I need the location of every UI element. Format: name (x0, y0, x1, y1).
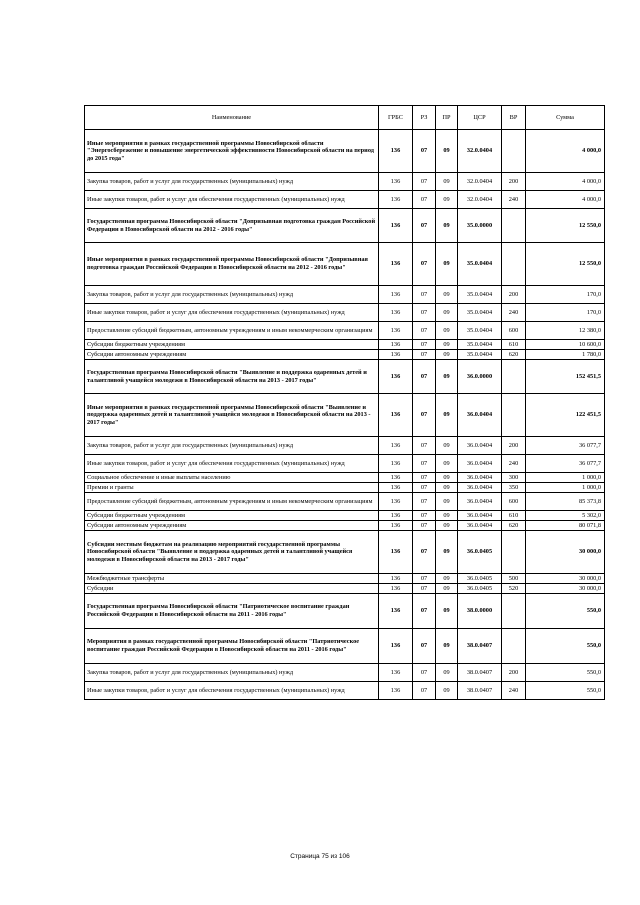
cell-csr: 38.0.0407 (458, 682, 502, 700)
cell-csr: 38.0.0407 (458, 629, 502, 664)
cell-name: Премии и гранты (85, 483, 379, 493)
cell-pr: 09 (436, 594, 458, 629)
cell-csr: 36.0.0405 (458, 531, 502, 574)
cell-name: Государственная программа Новосибирской области "Патриотическое воспитание граждан Российской Федерации в Новосибирской области на 2011 - 2016 годы" (85, 594, 379, 629)
table-row (85, 394, 605, 437)
cell-name: Закупка товаров, работ и услуг для государственных (муниципальных) нужд (85, 664, 379, 682)
cell-grbs: 136 (379, 360, 413, 394)
cell-sum: 1 000,0 (526, 483, 605, 493)
cell-name: Закупка товаров, работ и услуг для государственных (муниципальных) нужд (85, 437, 379, 455)
cell-csr: 36.0.0404 (458, 455, 502, 473)
table-row (85, 584, 605, 594)
cell-name: Иные закупки товаров, работ и услуг для обеспечения государственных (муниципальных) нужд (85, 455, 379, 473)
cell-name: Социальное обеспечение и иные выплаты населению (85, 473, 379, 483)
cell-csr: 38.0.0000 (458, 594, 502, 629)
cell-sum: 4 000,0 (526, 130, 605, 173)
cell-grbs: 136 (379, 664, 413, 682)
table-row (85, 531, 605, 574)
cell-sum: 170,0 (526, 286, 605, 304)
page-footer: Страница 75 из 106 (290, 853, 350, 860)
cell-grbs: 136 (379, 574, 413, 584)
cell-pr: 09 (436, 209, 458, 243)
cell-rz: 07 (413, 511, 436, 521)
cell-vr: 200 (502, 437, 526, 455)
cell-name: Иные мероприятия в рамках государственной программы Новосибирской области "Выявление и поддержка одаренных детей и талантливой учащейся молодежи в Новосибирской области на 2013 - 2017 годы" (85, 394, 379, 437)
cell-name: Иные закупки товаров, работ и услуг для обеспечения государственных (муниципальных) нужд (85, 682, 379, 700)
cell-csr: 36.0.0404 (458, 437, 502, 455)
cell-name: Иные мероприятия в рамках государственной программы Новосибирской области "Допризывная подготовка граждан Российской Федерации в Новосибирской области на 2012 - 2016 годы" (85, 243, 379, 286)
cell-rz: 07 (413, 130, 436, 173)
header-name: Наименование (85, 106, 379, 130)
cell-vr: 620 (502, 521, 526, 531)
table-row (85, 511, 605, 521)
table-row (85, 130, 605, 173)
header-vr: ВР (502, 106, 526, 130)
cell-name: Субсидии бюджетным учреждениям (85, 340, 379, 350)
cell-grbs: 136 (379, 473, 413, 483)
cell-grbs: 136 (379, 191, 413, 209)
cell-pr: 09 (436, 243, 458, 286)
cell-name: Государственная программа Новосибирской области "Допризывная подготовка граждан Российской Федерации в Новосибирской области на 2012 - 2016 годы" (85, 209, 379, 243)
cell-name: Субсидии местным бюджетам на реализацию мероприятий государственной программы Новосибирской области "Выявление и поддержка одаренных детей и талантливой учащейся молодежи в Новосибирской области на 2013 - 2017 годы" (85, 531, 379, 574)
cell-rz: 07 (413, 629, 436, 664)
cell-pr: 09 (436, 455, 458, 473)
cell-csr: 35.0.0404 (458, 243, 502, 286)
cell-vr: 620 (502, 350, 526, 360)
cell-csr: 38.0.0407 (458, 664, 502, 682)
cell-csr: 36.0.0405 (458, 574, 502, 584)
cell-rz: 07 (413, 531, 436, 574)
cell-pr: 09 (436, 340, 458, 350)
cell-name: Субсидии (85, 584, 379, 594)
cell-grbs: 136 (379, 350, 413, 360)
table-row (85, 360, 605, 394)
table-row (85, 243, 605, 286)
table-row (85, 594, 605, 629)
cell-name: Субсидии бюджетным учреждениям (85, 511, 379, 521)
cell-sum: 80 071,8 (526, 521, 605, 531)
cell-grbs: 136 (379, 584, 413, 594)
cell-rz: 07 (413, 350, 436, 360)
cell-grbs: 136 (379, 340, 413, 350)
cell-vr (502, 360, 526, 394)
cell-vr: 240 (502, 682, 526, 700)
table-row (85, 455, 605, 473)
cell-csr: 35.0.0404 (458, 350, 502, 360)
cell-pr: 09 (436, 322, 458, 340)
cell-pr: 09 (436, 682, 458, 700)
table-row (85, 483, 605, 493)
cell-sum: 152 451,5 (526, 360, 605, 394)
table-row (85, 304, 605, 322)
cell-vr: 520 (502, 584, 526, 594)
cell-pr: 09 (436, 521, 458, 531)
cell-pr: 09 (436, 304, 458, 322)
table-row (85, 521, 605, 531)
cell-vr: 610 (502, 340, 526, 350)
cell-name: Предоставление субсидий бюджетным, автономным учреждениям и иным некоммерческим организациям (85, 493, 379, 511)
cell-grbs: 136 (379, 304, 413, 322)
cell-sum: 36 077,7 (526, 437, 605, 455)
cell-grbs: 136 (379, 531, 413, 574)
cell-sum: 30 000,0 (526, 574, 605, 584)
cell-pr: 09 (436, 286, 458, 304)
cell-rz: 07 (413, 286, 436, 304)
cell-vr: 200 (502, 173, 526, 191)
cell-vr (502, 594, 526, 629)
cell-sum: 12 550,0 (526, 243, 605, 286)
cell-sum: 30 000,0 (526, 584, 605, 594)
table-body (85, 130, 605, 700)
cell-name: Закупка товаров, работ и услуг для государственных (муниципальных) нужд (85, 173, 379, 191)
cell-pr: 09 (436, 394, 458, 437)
cell-grbs: 136 (379, 394, 413, 437)
cell-csr: 36.0.0404 (458, 521, 502, 531)
cell-rz: 07 (413, 209, 436, 243)
cell-pr: 09 (436, 531, 458, 574)
cell-csr: 35.0.0404 (458, 322, 502, 340)
cell-name: Субсидии автономным учреждениям (85, 350, 379, 360)
cell-sum: 12 550,0 (526, 209, 605, 243)
header-grbs: ГРБС (379, 106, 413, 130)
cell-csr: 32.0.0404 (458, 191, 502, 209)
cell-csr: 35.0.0404 (458, 340, 502, 350)
cell-rz: 07 (413, 682, 436, 700)
cell-pr: 09 (436, 191, 458, 209)
table-row (85, 473, 605, 483)
cell-grbs: 136 (379, 483, 413, 493)
cell-name: Межбюджетные трансферты (85, 574, 379, 584)
cell-rz: 07 (413, 493, 436, 511)
table-row (85, 191, 605, 209)
cell-vr: 600 (502, 322, 526, 340)
cell-sum: 4 000,0 (526, 173, 605, 191)
table-row (85, 340, 605, 350)
cell-rz: 07 (413, 191, 436, 209)
cell-vr: 300 (502, 473, 526, 483)
cell-pr: 09 (436, 574, 458, 584)
table-row (85, 574, 605, 584)
table-row (85, 664, 605, 682)
cell-grbs: 136 (379, 511, 413, 521)
cell-vr: 200 (502, 286, 526, 304)
cell-csr: 36.0.0404 (458, 473, 502, 483)
cell-sum: 550,0 (526, 629, 605, 664)
cell-name: Иные мероприятия в рамках государственной программы Новосибирской области "Энергосбережение и повышение энергетической эффективности Новосибирской области на период до 2015 года" (85, 130, 379, 173)
table-row (85, 682, 605, 700)
cell-vr: 240 (502, 455, 526, 473)
cell-pr: 09 (436, 511, 458, 521)
cell-vr (502, 243, 526, 286)
cell-sum: 550,0 (526, 682, 605, 700)
cell-rz: 07 (413, 455, 436, 473)
table-row (85, 493, 605, 511)
cell-csr: 35.0.0404 (458, 304, 502, 322)
cell-vr: 600 (502, 493, 526, 511)
cell-csr: 36.0.0405 (458, 584, 502, 594)
cell-vr: 610 (502, 511, 526, 521)
cell-sum: 550,0 (526, 594, 605, 629)
cell-vr: 240 (502, 304, 526, 322)
cell-rz: 07 (413, 394, 436, 437)
cell-sum: 36 077,7 (526, 455, 605, 473)
cell-vr (502, 394, 526, 437)
cell-grbs: 136 (379, 130, 413, 173)
cell-sum: 1 780,0 (526, 350, 605, 360)
cell-name: Государственная программа Новосибирской области "Выявление и поддержка одаренных детей и талантливой учащейся молодежи в Новосибирской области на 2013 - 2017 годы" (85, 360, 379, 394)
cell-rz: 07 (413, 483, 436, 493)
cell-vr: 200 (502, 664, 526, 682)
cell-name: Предоставление субсидий бюджетным, автономным учреждениям и иным некоммерческим организациям (85, 322, 379, 340)
cell-sum: 550,0 (526, 664, 605, 682)
cell-rz: 07 (413, 322, 436, 340)
cell-pr: 09 (436, 629, 458, 664)
cell-sum: 170,0 (526, 304, 605, 322)
cell-rz: 07 (413, 664, 436, 682)
cell-sum: 85 373,8 (526, 493, 605, 511)
cell-csr: 32.0.0404 (458, 130, 502, 173)
cell-grbs: 136 (379, 437, 413, 455)
table-row (85, 322, 605, 340)
cell-rz: 07 (413, 173, 436, 191)
header-csr: ЦСР (458, 106, 502, 130)
cell-sum: 5 302,0 (526, 511, 605, 521)
cell-csr: 35.0.0404 (458, 286, 502, 304)
cell-grbs: 136 (379, 493, 413, 511)
cell-grbs: 136 (379, 209, 413, 243)
cell-name: Мероприятия в рамках государственной программы Новосибирской области "Патриотическое воспитание граждан Российской Федерации в Новосибирской области на 2011 - 2016 годы" (85, 629, 379, 664)
cell-csr: 36.0.0404 (458, 493, 502, 511)
cell-grbs: 136 (379, 682, 413, 700)
cell-csr: 36.0.0404 (458, 511, 502, 521)
cell-grbs: 136 (379, 521, 413, 531)
cell-sum: 30 000,0 (526, 531, 605, 574)
cell-pr: 09 (436, 483, 458, 493)
cell-grbs: 136 (379, 173, 413, 191)
cell-pr: 09 (436, 473, 458, 483)
cell-grbs: 136 (379, 322, 413, 340)
cell-sum: 122 451,5 (526, 394, 605, 437)
cell-rz: 07 (413, 584, 436, 594)
cell-name: Закупка товаров, работ и услуг для государственных (муниципальных) нужд (85, 286, 379, 304)
cell-rz: 07 (413, 360, 436, 394)
cell-rz: 07 (413, 340, 436, 350)
table-row (85, 350, 605, 360)
cell-name: Иные закупки товаров, работ и услуг для обеспечения государственных (муниципальных) нужд (85, 191, 379, 209)
table-header-row (85, 106, 605, 130)
header-pr: ПР (436, 106, 458, 130)
budget-table (84, 105, 605, 700)
cell-vr (502, 531, 526, 574)
cell-csr: 36.0.0404 (458, 394, 502, 437)
cell-vr: 240 (502, 191, 526, 209)
cell-pr: 09 (436, 664, 458, 682)
cell-rz: 07 (413, 437, 436, 455)
cell-rz: 07 (413, 304, 436, 322)
table-row (85, 437, 605, 455)
cell-name: Субсидии автономным учреждениям (85, 521, 379, 531)
cell-pr: 09 (436, 350, 458, 360)
cell-rz: 07 (413, 473, 436, 483)
cell-sum: 4 000,0 (526, 191, 605, 209)
cell-pr: 09 (436, 130, 458, 173)
cell-vr (502, 629, 526, 664)
cell-pr: 09 (436, 173, 458, 191)
table-row (85, 209, 605, 243)
cell-vr (502, 209, 526, 243)
cell-csr: 32.0.0404 (458, 173, 502, 191)
cell-csr: 35.0.0000 (458, 209, 502, 243)
cell-sum: 12 380,0 (526, 322, 605, 340)
cell-rz: 07 (413, 521, 436, 531)
cell-csr: 36.0.0000 (458, 360, 502, 394)
cell-pr: 09 (436, 360, 458, 394)
table-row (85, 173, 605, 191)
cell-vr: 350 (502, 483, 526, 493)
cell-rz: 07 (413, 594, 436, 629)
cell-csr: 36.0.0404 (458, 483, 502, 493)
cell-grbs: 136 (379, 629, 413, 664)
table-row (85, 629, 605, 664)
cell-pr: 09 (436, 437, 458, 455)
cell-grbs: 136 (379, 455, 413, 473)
header-rz: РЗ (413, 106, 436, 130)
table-row (85, 286, 605, 304)
cell-sum: 1 000,0 (526, 473, 605, 483)
header-sum: Сумма (526, 106, 605, 130)
cell-grbs: 136 (379, 594, 413, 629)
cell-sum: 10 600,0 (526, 340, 605, 350)
cell-vr (502, 130, 526, 173)
cell-grbs: 136 (379, 243, 413, 286)
cell-pr: 09 (436, 493, 458, 511)
cell-name: Иные закупки товаров, работ и услуг для обеспечения государственных (муниципальных) нужд (85, 304, 379, 322)
cell-rz: 07 (413, 574, 436, 584)
cell-vr: 500 (502, 574, 526, 584)
cell-grbs: 136 (379, 286, 413, 304)
cell-rz: 07 (413, 243, 436, 286)
cell-pr: 09 (436, 584, 458, 594)
